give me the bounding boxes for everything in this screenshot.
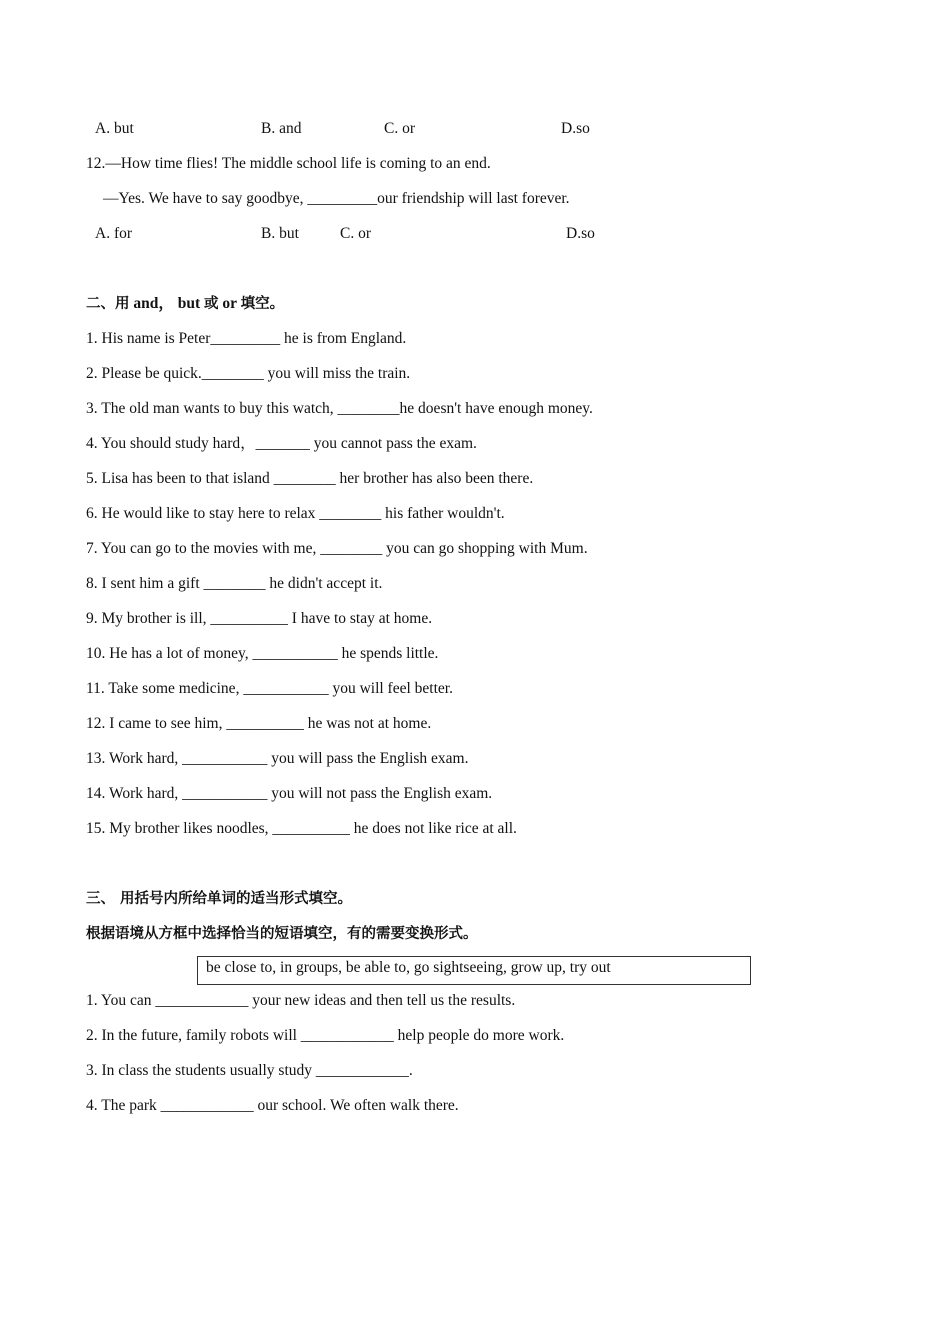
section3-heading [86,889,352,909]
q11-option-c: C. or [384,120,415,137]
section2-item: 15. My brother likes noodles, __________ he does not like rice at all. [86,820,517,837]
q12-response: —Yes. We have to say goodbye, _________our friendship will last forever. [103,190,570,207]
section2-item: 13. Work hard, ___________ you will pass the English exam. [86,750,469,767]
section2-heading-num: 二、 [86,296,115,312]
section2-heading-part3: 填空。 [240,296,285,312]
section3-heading-text: 三、 用括号内所给单词的适当形式填空。 [86,891,353,907]
section2-item: 9. My brother is ill, __________ I have to stay at home. [86,610,433,627]
section2-item: 3. The old man wants to buy this watch, ________he doesn't have enough money. [86,400,593,417]
section3-subheading [86,924,478,944]
q12-option-c: C. or [340,225,371,242]
word-box [197,956,751,985]
q11-option-a: A. but [95,120,134,137]
section3-item: 1. You can ____________ your new ideas and then tell us the results. [86,992,516,1009]
section2-heading [86,294,284,314]
section2-item: 4. You should study hard，_______ you cannot pass the exam. [86,435,477,452]
section2-heading-part2: 或 [204,296,219,312]
section2-item: 8. I sent him a gift ________ he didn't accept it. [86,575,383,592]
q12-option-a: A. for [95,225,133,242]
section2-heading-part1: 用 [115,296,130,312]
section3-subheading-text: 根据语境从方框中选择恰当的短语填空，有的需要变换形式。 [86,926,478,942]
section2-item: 12. I came to see him, __________ he was not at home. [86,715,432,732]
word-box-text: be close to, in groups, be able to, go sightseeing, grow up, try out [206,959,611,976]
section3-item: 2. In the future, family robots will ____________ help people do more work. [86,1027,565,1044]
section3-item: 4. The park ____________ our school. We often walk there. [86,1097,459,1114]
section2-item: 2. Please be quick.________ you will miss the train. [86,365,411,382]
section2-heading-words1: and， but [129,295,205,312]
section2-item: 14. Work hard, ___________ you will not pass the English exam. [86,785,493,802]
section2-item: 7. You can go to the movies with me, ________ you can go shopping with Mum. [86,540,588,557]
q12-option-d: D.so [566,225,595,242]
section2-item: 6. He would like to stay here to relax ________ his father wouldn't. [86,505,505,522]
section2-item: 5. Lisa has been to that island ________ her brother has also been there. [86,470,534,487]
section3-item: 3. In class the students usually study ____________. [86,1062,413,1079]
section2-heading-words2: or [218,295,241,312]
q12-option-b: B. but [261,225,299,242]
section2-item: 1. His name is Peter_________ he is from England. [86,330,407,347]
q11-option-d: D.so [561,120,590,137]
section2-item: 10. He has a lot of money, ___________ he spends little. [86,645,439,662]
q11-option-b: B. and [261,120,302,137]
section2-item: 11. Take some medicine, ___________ you will feel better. [86,680,453,697]
q12-question: 12.—How time flies! The middle school life is coming to an end. [86,155,491,172]
